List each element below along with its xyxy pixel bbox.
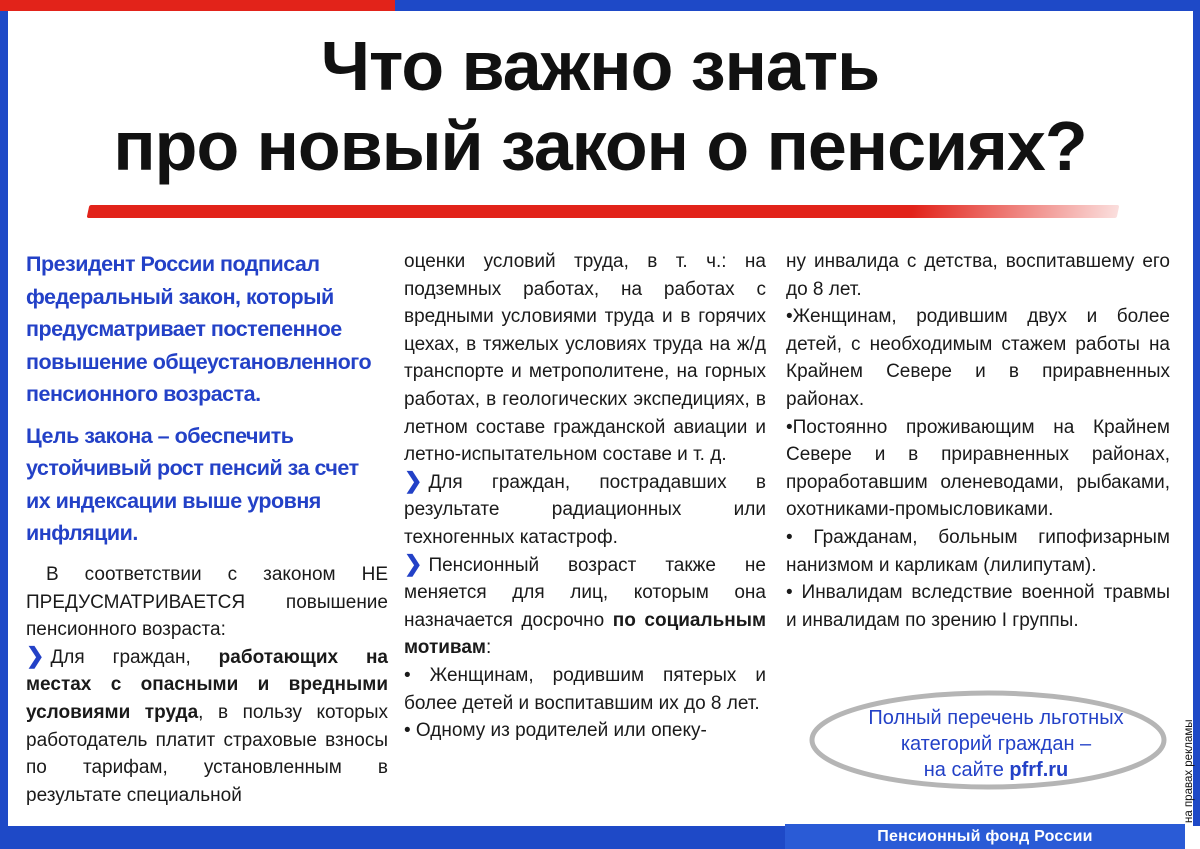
column-2: [404, 248, 766, 745]
chevron-right-icon: ❯: [26, 642, 45, 668]
lead-intro: [26, 248, 388, 559]
left-blue-border: [0, 11, 8, 826]
item1-text-bold: работающих на местах с опасными и вредными условиями труда: [26, 646, 389, 723]
intro-paragraph: В соответствии с законом НЕ ПРЕДУСМАТРИВАЕТСЯ повышение пенсионного возраста:: [26, 564, 388, 641]
promo-line-3: [836, 757, 1156, 783]
advertising-note: [1173, 683, 1193, 823]
bullet-military-vision: • Инвалидам вследствие военной травмы и инвалидам по зрению I группы.: [786, 582, 1170, 631]
item1-text-pre: Для граждан,: [50, 646, 219, 668]
item1-text-post: , в пользу которых работодатель платит страховые взносы по тарифам, установленным в результате специальной: [26, 701, 388, 806]
item3-text-bold: по социальным мотивам: [404, 609, 767, 659]
right-blue-border: [1193, 11, 1200, 826]
chevron-right-icon: ❯: [404, 467, 423, 493]
advertising-note-text: на правах рекламы: [1183, 719, 1195, 823]
continued-paragraph: оценки условий труда, в т. ч.: на подземных работах, на работах с вредными условиями труда и в горячих цехах, в тяжелых условиях труда на ж/д транспорте и метрополитене, на горных работах, в геологических экспедициях, в летном составе гражданской авиации и летно-испытательном составе и т. д.: [404, 251, 766, 466]
bottom-blue-stripe: [0, 826, 785, 849]
pfrf-link[interactable]: pfrf.ru: [1009, 759, 1069, 781]
promo-callout: [836, 705, 1156, 783]
bullet-north-residents: •Постоянно проживающим на Крайнем Севере и в приравненных районах, проработавшим оленеводами, рыбаками, охотниками-промысловиками.: [786, 416, 1170, 521]
bullet-parent-guardian: • Одному из родителей или опеку-: [404, 720, 707, 742]
chevron-right-icon: ❯: [404, 550, 423, 576]
top-blue-stripe: [395, 0, 1200, 11]
column-3: [786, 248, 1170, 634]
bullet-two-children-north: •Женщинам, родившим двух и более детей, с необходимым стажем работы на Крайнем Севере и в приравненных районах.: [786, 306, 1170, 410]
list-item-radiation: [404, 469, 766, 552]
continued-paragraph: ну инвалида с детства, воспитавшему его до 8 лет.: [786, 251, 1170, 300]
top-red-stripe: [0, 0, 395, 11]
lead-paragraph-1: Президент России подписал федеральный закон, который предусматривает постепенное повышение общеустановленного пенсионного возраста.: [26, 252, 372, 406]
promo-line-1: Полный перечень льготных: [868, 707, 1124, 729]
item3-text-pre: Пенсионный возраст также не меняется для лиц, которым она назначается досрочно: [404, 554, 766, 631]
column-1: [26, 561, 388, 809]
promo-line-3-pre: на сайте: [923, 759, 1010, 781]
list-item-hazardous-work: [26, 644, 388, 810]
headline-line-2: про новый закон о пенсиях?: [113, 107, 1087, 185]
footer-label: Пенсионный фонд России: [877, 828, 1093, 845]
list-item-social-motives: [404, 552, 766, 662]
item3-text-post: :: [485, 637, 492, 659]
headline: [30, 26, 1170, 186]
item2-text: Для граждан, пострадавших в результате радиационных или техногенных катастроф.: [404, 471, 766, 548]
promo-line-2: категорий граждан –: [900, 733, 1092, 755]
headline-line-1: Что важно знать: [320, 27, 880, 105]
bullet-pituitary-dwarfism: • Гражданам, больным гипофизарным нанизмом и карликам (лилипутам).: [786, 526, 1170, 576]
bullet-five-children: • Женщинам, родившим пятерых и более детей и воспитавшим их до 8 лет.: [404, 664, 766, 714]
red-brush-underline: [87, 205, 1120, 218]
lead-paragraph-2: Цель закона – обеспечить устойчивый рост пенсий за счет их индексации выше уровня инфляции.: [26, 423, 359, 545]
